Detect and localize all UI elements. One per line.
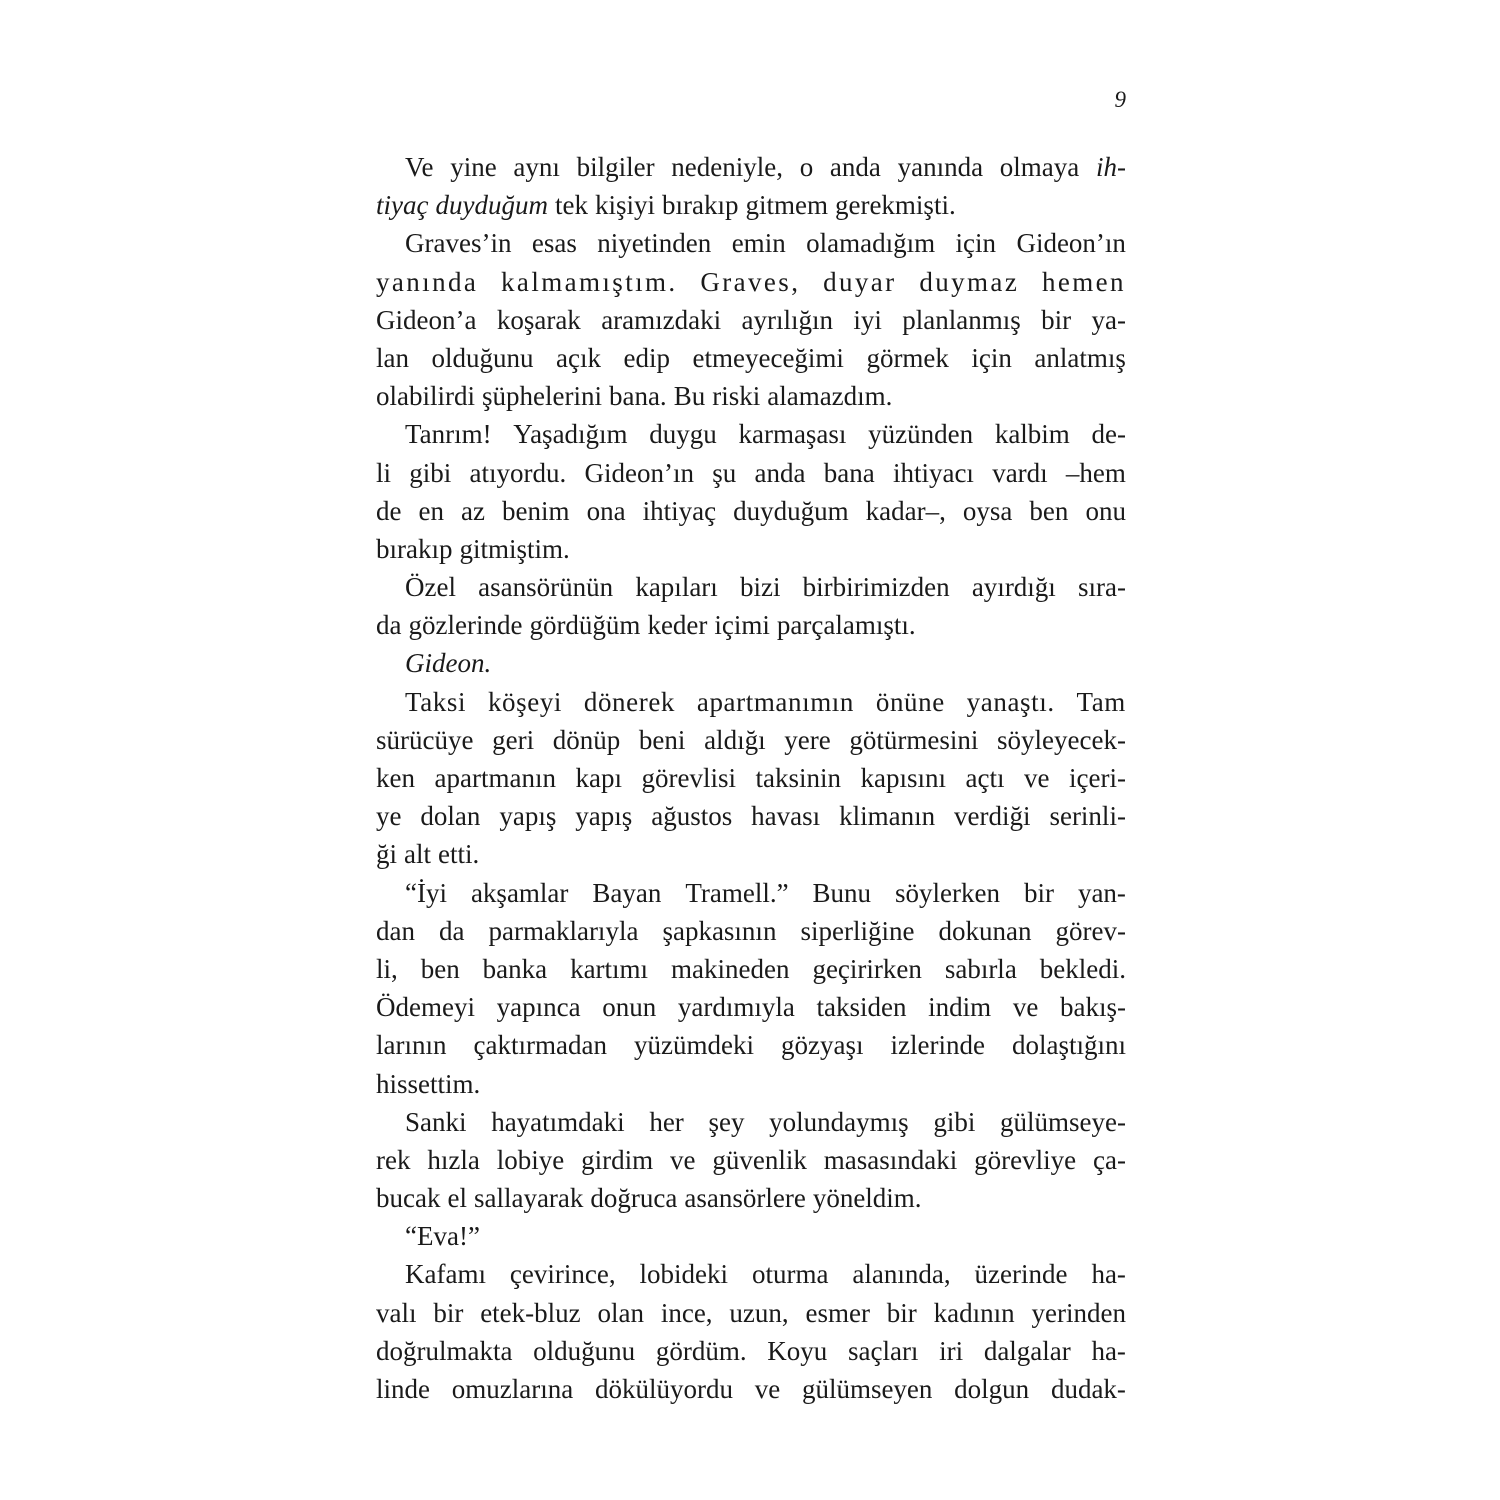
word: benim	[502, 495, 570, 526]
word: ayırdığı	[971, 572, 1056, 603]
text-line	[376, 606, 1126, 644]
word: gibi	[409, 457, 452, 488]
word: bucak	[376, 1183, 441, 1214]
word: çaktırmadan	[473, 1030, 607, 1061]
word: duymaz	[919, 266, 1020, 297]
word: görevlisi	[641, 763, 736, 793]
word: gördüğüm	[529, 610, 641, 641]
text-line	[376, 988, 1126, 1026]
word: “Eva!”	[405, 1221, 480, 1252]
text-line	[376, 721, 1126, 759]
text-line	[376, 950, 1126, 988]
word: apartmanın	[434, 763, 556, 793]
word: bir	[1023, 877, 1054, 908]
word: kapısını	[860, 763, 947, 793]
word: yolundaymış	[769, 1106, 909, 1137]
word: gözlerinde	[408, 610, 523, 641]
word: kadar–,	[865, 495, 946, 526]
word: sabırla	[944, 953, 1017, 984]
word: söyleyecek-	[997, 724, 1126, 755]
word: de-	[1091, 419, 1126, 450]
text-line	[376, 1065, 1126, 1103]
word: içimi	[714, 610, 770, 641]
word: bir	[1041, 304, 1072, 335]
word: dönerek	[583, 686, 676, 717]
word: ça-	[1093, 1144, 1126, 1175]
word: Bayan	[592, 877, 662, 908]
word: esas	[531, 228, 577, 259]
word: Koyu	[767, 1335, 828, 1366]
text-line	[376, 530, 1126, 568]
word: güvenlik	[712, 1144, 807, 1175]
word: taksiden	[816, 992, 907, 1023]
word: Gideon’a	[376, 304, 477, 335]
word: aldığı	[704, 724, 766, 755]
word: bilgiler	[576, 152, 655, 182]
word: Tam	[1076, 686, 1126, 717]
text-line	[376, 1294, 1126, 1332]
word: havası	[751, 801, 821, 832]
word: gerekmişti.	[834, 190, 956, 221]
word: olan	[597, 1297, 644, 1328]
word: geçirirken	[812, 953, 922, 984]
word: izlerinde	[890, 1030, 985, 1061]
text-line	[376, 759, 1126, 797]
word: li,	[376, 953, 398, 984]
word: ben	[1029, 495, 1069, 526]
word: kalmamıştım.	[501, 266, 678, 297]
word: bakış-	[1059, 992, 1126, 1023]
word: masasındaki	[823, 1144, 958, 1175]
text-line	[376, 377, 1126, 415]
word: olduğunu	[431, 342, 534, 373]
word: her	[649, 1106, 684, 1137]
word: ve	[1012, 992, 1039, 1023]
text-line	[376, 835, 1126, 873]
word: ince,	[660, 1297, 713, 1328]
word: duygu	[649, 419, 717, 450]
word: olabilirdi	[376, 381, 475, 412]
word: olduğunu	[533, 1335, 636, 1366]
word: oturma	[751, 1259, 829, 1290]
word: yüzünden	[868, 419, 974, 450]
word: de	[376, 495, 402, 526]
word: o	[799, 152, 814, 182]
word: yine	[450, 152, 497, 182]
word: Özel	[405, 572, 456, 603]
text-line	[376, 1179, 1126, 1217]
word: beni	[638, 724, 686, 755]
word: gitmiştim.	[459, 533, 570, 564]
word: kadının	[933, 1297, 1015, 1328]
word: ya-	[1091, 304, 1126, 335]
text-line	[376, 912, 1126, 950]
word: taksinin	[755, 763, 841, 793]
word: nedeniyle,	[671, 152, 784, 182]
word: anda	[754, 457, 806, 488]
word: omuzlarına	[451, 1374, 574, 1404]
text-line	[376, 186, 1126, 224]
word: bizi	[739, 572, 781, 603]
word: serinli-	[1049, 801, 1126, 832]
word: sıra-	[1078, 572, 1126, 603]
word: kalbim	[994, 419, 1070, 450]
word: söylerken	[895, 877, 1000, 908]
word: ağustos	[651, 801, 733, 832]
word: ayrılığın	[741, 304, 833, 335]
word: lobideki	[639, 1259, 729, 1290]
word: niyetinden	[597, 228, 712, 259]
word: önüne	[875, 686, 945, 717]
word: ve	[1024, 763, 1050, 793]
word: edip	[623, 342, 670, 373]
word: sürücüye	[376, 724, 474, 755]
word: şüphelerini	[481, 381, 602, 412]
word: dan	[376, 915, 415, 946]
word: akşamlar	[470, 877, 569, 908]
word: Bunu	[812, 877, 872, 908]
word: bana.	[608, 381, 667, 412]
word: Sanki	[405, 1106, 467, 1137]
word: el	[447, 1183, 467, 1214]
word: dokunan	[938, 915, 1032, 946]
word: için	[955, 228, 997, 259]
word: üzerinde	[974, 1259, 1068, 1290]
word: kişiyi	[594, 190, 655, 221]
word: ona	[586, 495, 626, 526]
text-line	[376, 224, 1126, 262]
text-line	[376, 1141, 1126, 1179]
word: yere	[784, 724, 831, 755]
word: olmaya	[999, 152, 1080, 182]
word: klimanın	[839, 801, 936, 832]
word: açık	[556, 342, 601, 373]
word: duyduğum	[435, 190, 548, 221]
text-line	[376, 1026, 1126, 1064]
word: dudak-	[1050, 1374, 1126, 1404]
word: kartımı	[570, 953, 649, 984]
word: tek	[554, 190, 588, 221]
word: ve	[670, 1144, 696, 1175]
text-line	[376, 644, 1126, 682]
word: dalgalar	[983, 1335, 1071, 1366]
text-line	[376, 797, 1126, 835]
word: iri	[939, 1335, 964, 1366]
word: emin	[731, 228, 786, 259]
word: iyi	[853, 304, 882, 335]
word: gibi	[933, 1106, 976, 1137]
word: aramızdaki	[601, 304, 722, 335]
word: alt	[404, 839, 432, 870]
word: gitmem	[745, 190, 828, 221]
word: görmek	[866, 342, 949, 373]
word: –hem	[1065, 457, 1126, 488]
text-line	[376, 301, 1126, 339]
word: ha-	[1091, 1259, 1126, 1290]
word: oysa	[962, 495, 1013, 526]
text-line	[376, 683, 1126, 721]
word: Tramell.”	[685, 877, 789, 908]
word: girdim	[581, 1144, 654, 1175]
text-line	[376, 263, 1126, 301]
word: içeri-	[1069, 763, 1126, 793]
word: dönüp	[552, 724, 621, 755]
word: hemen	[1041, 266, 1126, 297]
word: yüzümdeki	[633, 1030, 754, 1061]
word: şapkasının	[662, 915, 777, 946]
word: sallayarak	[473, 1183, 584, 1214]
word: Gideon’ın	[1016, 228, 1126, 259]
word: vardı	[992, 457, 1048, 488]
word: bekledi.	[1039, 953, 1126, 984]
word: atıyordu.	[469, 457, 567, 488]
word: onu	[1085, 495, 1126, 526]
word: ha-	[1091, 1335, 1126, 1366]
word: larının	[376, 1030, 447, 1061]
word: ken	[376, 763, 415, 793]
word: Ödemeyi	[376, 992, 475, 1023]
text-line	[376, 148, 1126, 186]
text-line	[376, 1370, 1126, 1408]
word: duyar	[823, 266, 897, 297]
word: etmeyeceğimi	[692, 342, 844, 373]
word: ği	[376, 839, 398, 870]
word: birbirimizden	[802, 572, 950, 603]
word: götürmesini	[849, 724, 979, 755]
word: olamadığım	[806, 228, 936, 259]
word: Gideon.	[405, 648, 492, 679]
word: yanında	[376, 266, 479, 297]
word: rek	[376, 1144, 411, 1175]
word: Gideon’ın	[584, 457, 694, 488]
word: valı	[376, 1297, 417, 1328]
body-text	[376, 148, 1126, 1408]
word: parmaklarıyla	[488, 915, 639, 946]
word: anda	[829, 152, 881, 182]
word: Kafamı	[405, 1259, 486, 1290]
word: Yaşadığım	[513, 419, 628, 450]
word: kapı	[575, 763, 622, 793]
word: keder	[647, 610, 708, 641]
word: Graves’in	[405, 228, 512, 259]
word: dolaştığını	[1012, 1030, 1126, 1061]
word: saçları	[847, 1335, 919, 1366]
word: bırakıp	[661, 190, 739, 221]
word: da	[376, 610, 402, 641]
word: geri	[492, 724, 535, 755]
word: dolan	[420, 801, 481, 832]
page-number: 9	[1114, 87, 1126, 112]
word: Graves,	[700, 266, 801, 297]
word: riski	[712, 381, 761, 412]
text-line	[376, 454, 1126, 492]
text-line	[376, 1332, 1126, 1370]
word: planlanmış	[902, 304, 1021, 335]
word: yanaştı.	[966, 686, 1055, 717]
word: asansörünün	[478, 572, 614, 603]
text-line	[376, 1255, 1126, 1293]
word: gülümseyen	[801, 1374, 933, 1404]
word: gözyaşı	[781, 1030, 864, 1061]
word: parçalamıştı.	[776, 610, 916, 641]
word: bana	[823, 457, 875, 488]
word: yapınca	[496, 992, 581, 1023]
word: gördüm.	[655, 1335, 747, 1366]
word: dökülüyordu	[594, 1374, 733, 1404]
text-line	[376, 1103, 1126, 1141]
word: lan	[376, 342, 409, 373]
word: yan-	[1077, 877, 1126, 908]
word: alanında,	[852, 1259, 951, 1290]
word: hayatımdaki	[491, 1106, 625, 1137]
word: bırakıp	[376, 533, 453, 564]
word: hissettim.	[376, 1068, 481, 1099]
word: Taksi	[405, 686, 467, 717]
word: makineden	[671, 953, 790, 984]
word: açtı	[965, 763, 1005, 793]
word: ye	[376, 801, 402, 832]
word: şu	[712, 457, 737, 488]
word: Ve	[405, 152, 434, 182]
word: lobiye	[496, 1144, 565, 1175]
word: asansörlere	[684, 1183, 806, 1214]
word: Tanrım!	[405, 419, 492, 450]
word: kapıları	[635, 572, 718, 603]
word: doğruca	[590, 1183, 678, 1214]
word: bir	[433, 1297, 464, 1328]
word: onun	[602, 992, 657, 1023]
word: az	[461, 495, 485, 526]
word: görev-	[1055, 915, 1126, 946]
word: yerinden	[1031, 1297, 1126, 1328]
word: köşeyi	[487, 686, 563, 717]
word: ve	[754, 1374, 781, 1404]
word: etek-bluz	[480, 1297, 581, 1328]
text-line	[376, 874, 1126, 912]
word: verdiği	[954, 801, 1031, 832]
text-line	[376, 568, 1126, 606]
word: uzun,	[729, 1297, 789, 1328]
word: alamazdım.	[767, 381, 893, 412]
word: ihtiyaç	[642, 495, 717, 526]
word: anlatmış	[1034, 342, 1126, 373]
word: çevirince,	[509, 1259, 616, 1290]
word: duyduğum	[733, 495, 849, 526]
word: hızla	[427, 1144, 480, 1175]
word: li	[376, 457, 392, 488]
word: aynı	[513, 152, 560, 182]
word: ih-	[1095, 152, 1126, 182]
word: siperliğine	[800, 915, 915, 946]
word: koşarak	[496, 304, 581, 335]
word: Bu	[673, 381, 706, 412]
word: tiyaç	[376, 190, 429, 221]
word: en	[418, 495, 444, 526]
word: da	[439, 915, 465, 946]
word: bir	[886, 1297, 917, 1328]
word: yapış	[575, 801, 633, 832]
word: yöneldim.	[812, 1183, 922, 1214]
word: şey	[708, 1106, 745, 1137]
word: doğrulmakta	[376, 1335, 513, 1366]
word: ihtiyacı	[892, 457, 974, 488]
word: indim	[928, 992, 992, 1023]
word: “İyi	[405, 877, 447, 908]
word: gülümseye-	[1000, 1106, 1126, 1137]
text-line	[376, 415, 1126, 453]
word: esmer	[805, 1297, 870, 1328]
word: dolgun	[954, 1374, 1030, 1404]
word: için	[971, 342, 1012, 373]
word: yardımıyla	[677, 992, 795, 1023]
text-line	[376, 492, 1126, 530]
word: etti.	[438, 839, 480, 870]
word: yanında	[897, 152, 984, 182]
word: ben	[420, 953, 460, 984]
text-line	[376, 339, 1126, 377]
word: apartmanımın	[696, 686, 855, 717]
word: görevliye	[974, 1144, 1077, 1175]
word: banka	[482, 953, 548, 984]
text-line	[376, 1217, 1126, 1255]
word: linde	[376, 1374, 430, 1404]
word: karmaşası	[738, 419, 847, 450]
word: yapış	[499, 801, 557, 832]
